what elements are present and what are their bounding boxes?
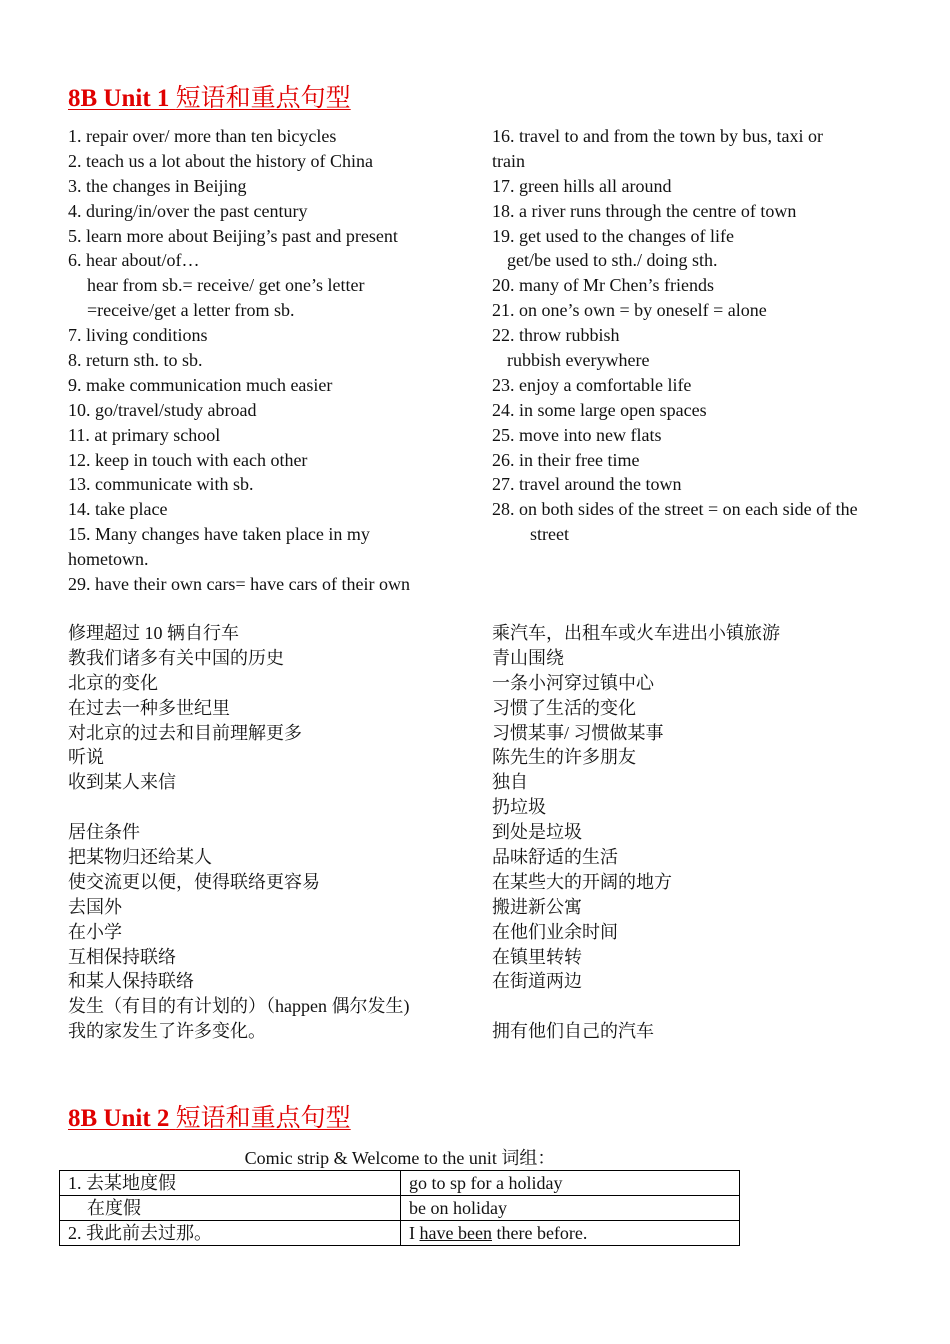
- phrase-line: 15. Many changes have taken place in my: [68, 524, 370, 545]
- phrase-line: rubbish everywhere: [507, 350, 650, 371]
- table-cell-chinese: 2. 我此前去过那。: [60, 1221, 401, 1246]
- translation-line: 习惯某事/ 习惯做某事: [492, 722, 664, 743]
- phrase-line: 23. enjoy a comfortable life: [492, 374, 692, 395]
- translation-line: 陈先生的许多朋友: [492, 747, 636, 768]
- phrase-line: 2. teach us a lot about the history of China: [68, 150, 373, 171]
- translation-line: 在某些大的开阔的地方: [492, 871, 672, 892]
- translation-line: 发生（有目的有计划的）（happen 偶尔发生): [68, 996, 410, 1017]
- translation-line: 搬进新公寓: [492, 896, 582, 917]
- phrase-line: 12. keep in touch with each other: [68, 449, 308, 470]
- table-row: [60, 1196, 740, 1221]
- phrase-line: 26. in their free time: [492, 449, 640, 470]
- unit1-title-en: 8B Unit 1: [68, 85, 170, 112]
- phrase-line: 28. on both sides of the street = on each side of the: [492, 499, 858, 520]
- unit1-english-left-column: [68, 124, 468, 597]
- phrase-line: 1. repair over/ more than ten bicycles: [68, 126, 337, 146]
- translation-line: 在他们业余时间: [492, 921, 618, 942]
- translation-line: 北京的变化: [68, 672, 158, 693]
- translation-line: [492, 994, 912, 1019]
- translation-line: 听说: [68, 747, 104, 768]
- phrase-line: 17. green hills all around: [492, 175, 672, 196]
- translation-line: 居住条件: [68, 822, 140, 843]
- translation-line: 习惯了生活的变化: [492, 697, 636, 718]
- phrase-line: 29. have their own cars= have cars of their own: [68, 574, 411, 595]
- phrase-line: 7. living conditions: [68, 325, 208, 346]
- phrase-line: 16. travel to and from the town by bus, taxi or: [492, 126, 823, 146]
- cell-text-after: there before.: [491, 1223, 588, 1243]
- translation-line: 修理超过 10 辆自行车: [68, 623, 239, 643]
- unit2-title-zh: 短语和重点句型: [175, 1105, 351, 1132]
- phrase-line: 5. learn more about Beijing’s past and present: [68, 225, 398, 246]
- table-cell-chinese: [60, 1196, 401, 1221]
- translation-line: 在街道两边: [492, 971, 582, 992]
- phrase-line: 6. hear about/of…: [68, 250, 200, 271]
- translation-line: 品味舒适的生活: [492, 847, 618, 868]
- phrase-line: 8. return sth. to sb.: [68, 350, 203, 371]
- translation-line: 到处是垃圾: [492, 822, 582, 843]
- translation-line: 青山围绕: [492, 647, 564, 668]
- phrase-line: 13. communicate with sb.: [68, 474, 254, 495]
- phrase-line: hear from sb.= receive/ get one’s letter: [87, 275, 365, 296]
- unit1-title: [68, 84, 351, 114]
- table-cell-chinese: 1. 去某地度假: [60, 1171, 401, 1196]
- unit1-title-zh: 短语和重点句型: [175, 85, 351, 112]
- phrase-line: 18. a river runs through the centre of town: [492, 200, 797, 221]
- translation-line: 去国外: [68, 896, 122, 917]
- table-cell-english: go to sp for a holiday: [401, 1171, 740, 1196]
- phrase-line: 24. in some large open spaces: [492, 399, 707, 420]
- translation-line: 教我们诸多有关中国的历史: [68, 647, 284, 668]
- unit1-english-right-column: [492, 124, 912, 547]
- phrase-line: 21. on one’s own = by oneself = alone: [492, 300, 767, 321]
- translation-line: [68, 795, 468, 820]
- phrase-line: 22. throw rubbish: [492, 325, 620, 346]
- translation-line: 把某物归还给某人: [68, 847, 212, 868]
- translation-line: 乘汽车，出租车或火车进出小镇旅游: [492, 623, 780, 643]
- phrase-line: get/be used to sth./ doing sth.: [507, 250, 718, 271]
- vocabulary-table: [59, 1170, 740, 1246]
- translation-line: 使交流更以便，使得联络更容易: [68, 871, 320, 892]
- phrase-line: 20. many of Mr Chen’s friends: [492, 275, 714, 296]
- phrase-line: 25. move into new flats: [492, 424, 662, 445]
- translation-line: 拥有他们自己的汽车: [492, 1021, 654, 1042]
- translation-line: 扔垃圾: [492, 797, 546, 818]
- cell-text: 在度假: [87, 1198, 141, 1218]
- translation-line: 在过去一种多世纪里: [68, 697, 230, 718]
- translation-line: 独自: [492, 772, 528, 793]
- translation-line: 一条小河穿过镇中心: [492, 672, 654, 693]
- phrase-line: 11. at primary school: [68, 424, 221, 445]
- phrase-line: 4. during/in/over the past century: [68, 200, 308, 221]
- phrase-line: 10. go/travel/study abroad: [68, 399, 257, 420]
- translation-line: 在镇里转转: [492, 946, 582, 967]
- translation-line: 在小学: [68, 921, 122, 942]
- phrase-line: 9. make communication much easier: [68, 374, 333, 395]
- phrase-line: =receive/get a letter from sb.: [87, 300, 295, 321]
- table-row: [60, 1221, 740, 1246]
- table-caption: Comic strip & Welcome to the unit 词组：: [244, 1148, 556, 1168]
- table-cell-english: [401, 1221, 740, 1246]
- phrase-line: 27. travel around the town: [492, 474, 682, 495]
- table-cell-english: be on holiday: [401, 1196, 740, 1221]
- unit2-title-en: 8B Unit 2: [68, 1105, 170, 1132]
- translation-line: 对北京的过去和目前理解更多: [68, 722, 302, 743]
- unit1-chinese-right-column: [492, 621, 912, 1044]
- phrase-line: 3. the changes in Beijing: [68, 175, 247, 196]
- translation-line: 和某人保持联络: [68, 971, 194, 992]
- phrase-line: train: [492, 150, 525, 171]
- cell-text-before: I: [409, 1223, 420, 1243]
- underlined-phrase: have been: [419, 1223, 492, 1243]
- table-row: [60, 1171, 740, 1196]
- translation-line: 收到某人来信: [68, 772, 176, 793]
- phrase-line: hometown.: [68, 549, 149, 570]
- unit2-title: [68, 1104, 351, 1134]
- phrase-line: street: [530, 524, 569, 545]
- unit1-chinese-left-column: [68, 621, 468, 1044]
- translation-line: 我的家发生了许多变化。: [68, 1021, 266, 1042]
- phrase-line: 19. get used to the changes of life: [492, 225, 734, 246]
- translation-line: 互相保持联络: [68, 946, 176, 967]
- phrase-line: 14. take place: [68, 499, 168, 520]
